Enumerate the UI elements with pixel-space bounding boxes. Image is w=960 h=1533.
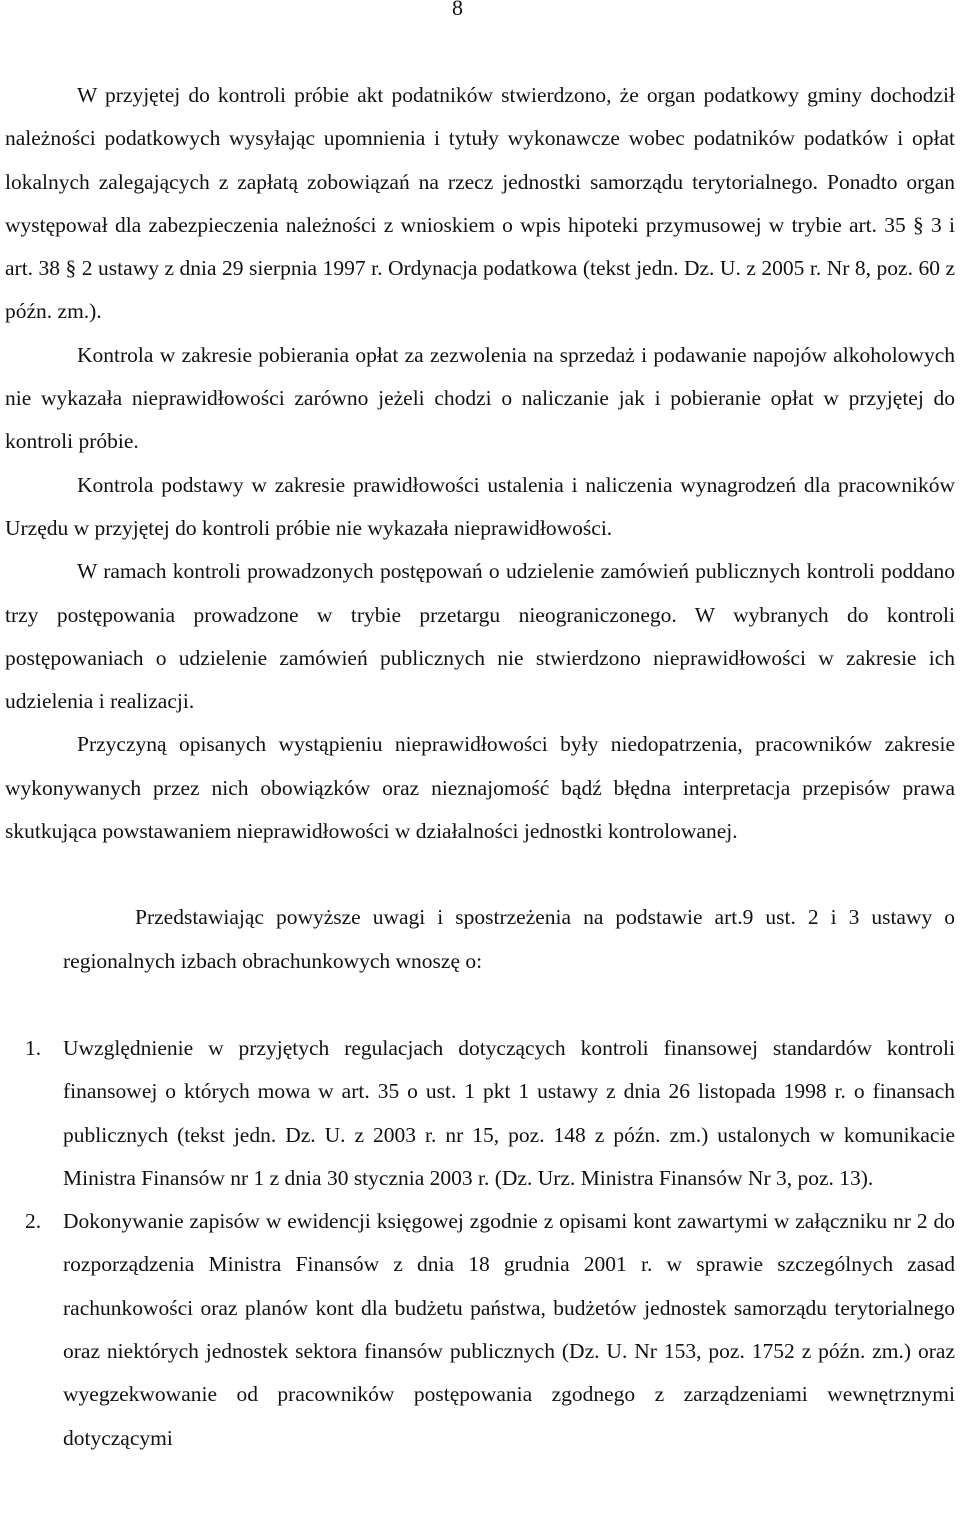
paragraph: Kontrola podstawy w zakresie prawidłowości ustalenia i naliczenia wynagrodzeń dla pracowników Urzędu w przyjętej do kontroli próbie nie wykazała nieprawidłowości.: [5, 472, 955, 540]
paragraph: Przyczyną opisanych wystąpieniu nieprawidłowości były niedopatrzenia, pracowników zakresie wykonywanych przez nich obowiązków oraz nieznajomość bądź błędna interpretacja przepisów prawa skutkująca powstawaniem nieprawidłowości w działalności jednostki kontrolowanej.: [5, 732, 955, 844]
proposals-intro: Przedstawiając powyższe uwagi i spostrzeżenia na podstawie art.9 ust. 2 i 3 ustawy o regionalnych izbach obrachunkowych wnoszę o:: [63, 905, 955, 973]
proposals-list: [5, 1027, 955, 1460]
list-item-text: Dokonywanie zapisów w ewidencji księgowej zgodnie z opisami kont zawartymi w załączniku nr 2 do rozporządzenia Ministra Finansów z dnia 18 grudnia 2001 r. w sprawie szczególnych zasad rachunkowości oraz planów kont dla budżetu państwa, budżetów jednostek samorządu terytorialnego oraz niektórych jednostek sektora finansów publicznych (Dz. U. Nr 153, poz. 1752 z późn. zm.) oraz wyegzekwowanie od pracowników postępowania zgodnego z zarządzeniami wewnętrznymi dotyczącymi: [63, 1209, 955, 1450]
document-body: [5, 74, 955, 1460]
page-number: 8: [452, 0, 463, 20]
paragraph: W ramach kontroli prowadzonych postępowań o udzielenie zamówień publicznych kontroli poddano trzy postępowania prowadzone w trybie przetargu nieograniczonego. W wybranych do kontroli postępowaniach o udzielenie zamówień publicznych nie stwierdzono nieprawidłowości w zakresie ich udzielenia i realizacji.: [5, 559, 955, 714]
list-item-number: 2.: [25, 1209, 42, 1234]
spacer: [5, 853, 955, 896]
list-item-text: Uwzględnienie w przyjętych regulacjach dotyczących kontroli finansowej standardów kontroli finansowej o których mowa w art. 35 o ust. 1 pkt 1 ustawy z dnia 26 listopada 1998 r. o finansach publicznych (tekst jedn. Dz. U. z 2003 r. nr 15, poz. 148 z późn. zm.) ustalonych w komunikacie Ministra Finansów nr 1 z dnia 30 stycznia 2003 r. (Dz. Urz. Ministra Finansów Nr 3, poz. 13).: [63, 1035, 955, 1190]
list-item: [5, 1200, 955, 1460]
list-item-number: 1.: [25, 1035, 42, 1060]
list-item: [5, 1027, 955, 1200]
spacer: [5, 983, 955, 1027]
paragraph: W przyjętej do kontroli próbie akt podatników stwierdzono, że organ podatkowy gminy dochodził należności podatkowych wysyłając upomnienia i tytuły wykonawcze wobec podatników podatków i opłat lokalnych zalegających z zapłatą zobowiązań na rzecz jednostki samorządu terytorialnego. Ponadto organ występował dla zabezpieczenia należności z wnioskiem o wpis hipoteki przymusowej w trybie art. 35 § 3 i art. 38 § 2 ustawy z dnia 29 sierpnia 1997 r. Ordynacja podatkowa (tekst jedn. Dz. U. z 2005 r. Nr 8, poz. 60 z późn. zm.).: [5, 83, 955, 324]
paragraph: Kontrola w zakresie pobierania opłat za zezwolenia na sprzedaż i podawanie napojów alkoholowych nie wykazała nieprawidłowości zarówno jeżeli chodzi o naliczanie jak i pobieranie opłat w przyjętej do kontroli próbie.: [5, 342, 955, 454]
